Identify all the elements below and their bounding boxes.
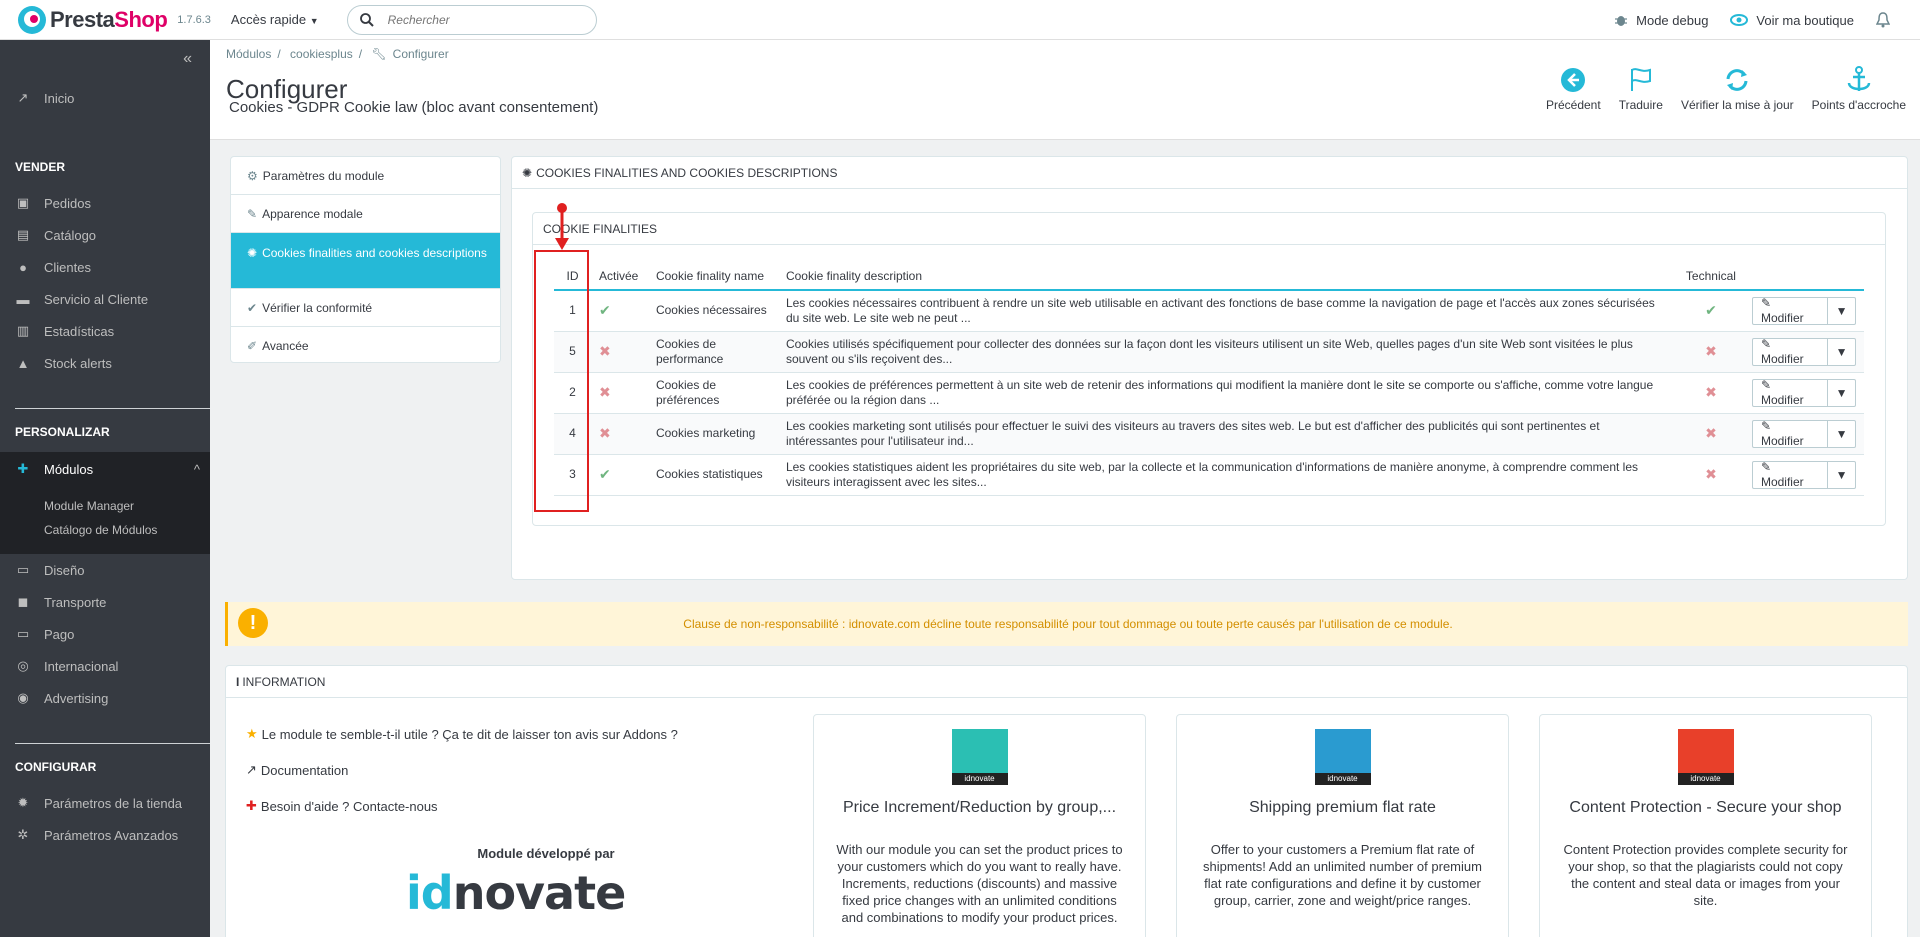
translate-button[interactable]: Traduire	[1619, 62, 1663, 112]
bug-icon	[1614, 13, 1628, 27]
section-configure: CONFIGURAR	[15, 760, 97, 774]
breadcrumb-configure: Configurer	[392, 47, 449, 61]
modify-button[interactable]: ✎ Modifier ▼	[1752, 297, 1856, 325]
sidebar-subitem-module-manager[interactable]: Module Manager	[44, 499, 135, 513]
row-id: 4	[554, 413, 591, 454]
cross-icon[interactable]: ✖	[591, 331, 648, 372]
credit-card-icon: ▭	[16, 626, 30, 641]
caret-down-icon[interactable]: ▼	[1827, 298, 1855, 324]
col-name[interactable]: Cookie finality name	[648, 262, 778, 290]
chart-icon: ▥	[16, 323, 30, 338]
row-name: Cookies de performance	[648, 331, 778, 372]
settings-box-icon: ✲	[17, 827, 29, 842]
modify-button[interactable]: ✎ Modifier ▼	[1752, 420, 1856, 448]
table-row	[554, 372, 1864, 413]
row-actions	[1744, 290, 1864, 331]
row-actions	[1744, 372, 1864, 413]
alert-icon: ▲	[16, 355, 30, 371]
sidebar-item-shop-parameters[interactable]: ✹ Parámetros de la tienda	[0, 788, 210, 818]
cookie-icon: ✺	[247, 246, 258, 260]
documentation-link[interactable]: ↗ Documentation	[246, 762, 349, 778]
sidebar-item-orders[interactable]: ▣ Pedidos	[16, 195, 91, 211]
modify-button[interactable]: ✎ Modifier ▼	[1752, 379, 1856, 407]
table-row	[554, 413, 1864, 454]
check-icon[interactable]: ✔	[591, 454, 648, 495]
caret-down-icon[interactable]: ▼	[1827, 462, 1855, 488]
prestashop-logo-icon	[18, 6, 46, 34]
inner-heading: COOKIE FINALITIES	[533, 213, 1885, 245]
cookies-finalities-panel	[511, 156, 1908, 580]
breadcrumb-cookiesplus[interactable]: cookiesplus	[290, 47, 353, 61]
table-row	[554, 454, 1864, 495]
cross-icon[interactable]: ✖	[591, 413, 648, 454]
row-name: Cookies statistiques	[648, 454, 778, 495]
modify-button[interactable]: ✎ Modifier ▼	[1752, 338, 1856, 366]
caret-down-icon[interactable]: ▼	[1827, 339, 1855, 365]
puzzle-icon: ✚	[17, 461, 29, 476]
flag-icon	[1628, 67, 1654, 93]
contact-support-link[interactable]: ✚ Besoin d'aide ? Contacte-nous	[246, 798, 438, 814]
pencil-icon: ✎	[1760, 296, 1772, 311]
row-description: Les cookies statistiques aident les propriétaires du site web, par la collecte et la communication d'informations de manière anonyme, à comprendre comment les visiteurs interagissent avec les sites...	[778, 454, 1678, 495]
cross-icon: ✖	[1678, 454, 1744, 495]
row-id: 3	[554, 454, 591, 495]
sidebar-item-advertising[interactable]: ◉ Advertising	[0, 683, 210, 713]
row-actions	[1744, 454, 1864, 495]
page-header	[210, 40, 1920, 140]
search-box	[347, 5, 597, 35]
truck-icon: ◼	[17, 594, 29, 609]
tab-modal-appearance[interactable]: ✎ Apparence modale	[231, 195, 500, 233]
check-icon[interactable]: ✔	[591, 290, 648, 331]
information-panel	[225, 665, 1908, 937]
caret-down-icon: ▼	[309, 16, 319, 26]
cross-icon: ✖	[1678, 372, 1744, 413]
sidebar-divider	[15, 408, 210, 409]
exclamation-icon: !	[238, 608, 268, 638]
col-active[interactable]: Activée	[591, 262, 648, 290]
debug-mode-link[interactable]: Mode debug	[1614, 13, 1708, 28]
hooks-button[interactable]: Points d'accroche	[1812, 62, 1906, 112]
pencil-icon: ✎	[1760, 419, 1772, 433]
search-icon	[360, 13, 374, 27]
row-description: Les cookies nécessaires contribuent à rendre un site web utilisable en activant des fonctions de base comme la navigation de page et l'accès aux zones sécurisées du site web. Le site web ne peut ...	[778, 290, 1678, 331]
table-row	[554, 331, 1864, 372]
prestashop-logo[interactable]: PrestaShop	[18, 6, 167, 34]
chat-icon: ▬	[16, 291, 30, 307]
sidebar-item-stock-alerts[interactable]: ▲ Stock alerts	[16, 355, 112, 371]
cross-icon: ✖	[1678, 413, 1744, 454]
product-card[interactable]: idnovate Shipping premium flat rate Offer to your customers a Premium flat rate of shipments! Add an unlimited number of premium flat rate configurations and define it by customer group, carrier, zone and weight/price ranges.	[1176, 714, 1509, 937]
top-header	[0, 0, 1920, 40]
sidebar-item-statistics[interactable]: ▥ Estadísticas	[16, 323, 115, 339]
truck-module-icon: idnovate	[1315, 729, 1371, 785]
sidebar-item-design[interactable]: ▭ Diseño	[16, 562, 85, 578]
sidebar-item-catalog[interactable]: ▤ Catálogo	[16, 227, 97, 243]
finalities-table	[554, 262, 1864, 496]
col-technical[interactable]: Technical	[1678, 262, 1744, 290]
product-card[interactable]: idnovate Content Protection - Secure your shop Content Protection provides complete security for your shop, so that the plagiarists could not copy the content and steal data or images from your site.	[1539, 714, 1872, 937]
anchor-icon	[1846, 66, 1872, 94]
row-id: 2	[554, 372, 591, 413]
row-description: Cookies utilisés spécifiquement pour collecter des données sur la façon dont les visiteurs utilisent un site Web, quelles pages d'un site Web sont visitées le plus souvent ou s'ils reçoivent des...	[778, 331, 1678, 372]
section-personalize: PERSONALIZAR	[15, 425, 110, 439]
information-heading: I INFORMATION	[226, 666, 1907, 698]
bell-icon	[1876, 12, 1890, 28]
page-title: Configurer	[226, 74, 348, 104]
refresh-icon	[1724, 67, 1750, 93]
check-update-button[interactable]: Vérifier la mise à jour	[1681, 62, 1794, 112]
user-icon: ●	[19, 259, 27, 275]
row-name: Cookies nécessaires	[648, 290, 778, 331]
row-id: 1	[554, 290, 591, 331]
monitor-icon: ▭	[16, 562, 30, 577]
check-icon: ✔	[1678, 290, 1744, 331]
search-input[interactable]	[388, 13, 568, 27]
tab-advanced[interactable]: ✐ Avancée	[247, 339, 309, 353]
sidebar-item-payment[interactable]: ▭ Pago	[16, 626, 75, 642]
globe-icon: ◎	[17, 658, 29, 673]
disclaimer-alert	[225, 602, 1908, 646]
annotation-highlight-box	[534, 250, 589, 512]
row-actions	[1744, 331, 1864, 372]
col-actions	[1744, 262, 1864, 290]
annotation-arrow-icon	[552, 202, 572, 252]
chevron-up-icon: ^	[193, 461, 200, 477]
product-card[interactable]: idnovate Price Increment/Reduction by group,... With our module you can set the product prices to your customers which do you want to really have. Increments, reductions (discounts) and massive fixed price changes with an unlimited conditions and combinations to modify your product prices.	[813, 714, 1146, 937]
cross-icon: ✖	[1678, 331, 1744, 372]
lock-module-icon: idnovate	[1678, 729, 1734, 785]
sidebar-item-customers[interactable]: ● Clientes	[0, 252, 210, 282]
tab-check-compliance[interactable]: ✔ Vérifier la conformité	[231, 289, 500, 327]
target-icon: ◉	[17, 690, 29, 705]
row-id: 5	[554, 331, 591, 372]
gears-icon: ⚙	[247, 168, 258, 183]
section-sell: VENDER	[15, 160, 66, 174]
row-description: Les cookies de préférences permettent à un site web de retenir des informations qui modifient la manière dont le site se comporte ou s'affiche, comme votre langue préférée ou la région dans ...	[778, 372, 1678, 413]
pencil-icon: ✎	[1760, 378, 1772, 392]
collapse-sidebar-icon[interactable]: «	[183, 50, 192, 67]
cookie-finalities-list	[532, 212, 1886, 526]
version-label: 1.7.6.3	[177, 13, 211, 26]
sidebar-subitem-module-catalog[interactable]: Catálogo de Módulos	[44, 523, 158, 537]
price-module-icon: idnovate	[952, 729, 1008, 785]
tab-cookies-finalities[interactable]: ✺ Cookies finalities and cookies descriptions	[231, 233, 500, 289]
cookie-icon: ✺	[522, 165, 533, 180]
modify-button[interactable]: ✎ Modifier ▼	[1752, 461, 1856, 489]
panel-heading: ✺ COOKIES FINALITIES AND COOKIES DESCRIPTIONS	[512, 157, 1907, 189]
sidebar	[0, 40, 210, 937]
breadcrumb: Módulos / cookiesplus / 🔧︎ Configurer	[226, 47, 449, 61]
caret-down-icon[interactable]: ▼	[1827, 380, 1855, 406]
pencil-icon: ✎	[1760, 460, 1772, 474]
sidebar-item-customer-service[interactable]: ▬ Servicio al Cliente	[16, 291, 149, 307]
eye-icon	[1730, 14, 1748, 26]
view-shop-link[interactable]: Voir ma boutique	[1730, 13, 1854, 28]
toolbar	[1542, 62, 1920, 112]
row-description: Les cookies marketing sont utilisés pour effectuer le suivi des visiteurs au travers des sites web. Le but est d'afficher des publicités qui sont pertinentes et intéressantes pour l'utilisateur ind...	[778, 413, 1678, 454]
cross-icon[interactable]: ✖	[591, 372, 648, 413]
idnovate-logo[interactable]: idnovate	[406, 866, 626, 920]
sidebar-item-shipping[interactable]: ◼ Transporte	[0, 587, 210, 617]
store-icon: ▤	[16, 227, 30, 242]
row-name: Cookies marketing	[648, 413, 778, 454]
magic-wand-icon: ✐	[247, 339, 258, 353]
breadcrumb-modules[interactable]: Módulos	[226, 47, 272, 61]
sidebar-divider	[15, 743, 210, 744]
disclaimer-text: Clause de non-responsabilité : idnovate.com décline toute responsabilité pour tout dommage ou toute perte causés par l'utilisation de ce module.	[683, 617, 1453, 631]
table-row	[554, 290, 1864, 331]
sidebar-item-home[interactable]: ↗ Inicio	[0, 83, 210, 113]
star-icon: ★	[246, 726, 258, 741]
arrow-left-circle-icon	[1560, 67, 1586, 93]
gear-icon: ✹	[17, 795, 29, 810]
pencil-icon: ✎	[247, 206, 258, 221]
info-icon: I	[236, 674, 240, 689]
col-description[interactable]: Cookie finality description	[778, 262, 1678, 290]
trending-icon: ↗	[17, 90, 29, 105]
sidebar-item-advanced-parameters[interactable]: ✲ Parámetros Avanzados	[0, 820, 210, 850]
page-subtitle: Cookies - GDPR Cookie law (bloc avant consentement)	[229, 99, 599, 116]
notifications-button[interactable]	[1876, 12, 1898, 28]
pencil-icon: ✎	[1760, 337, 1772, 351]
col-id[interactable]: ID	[554, 262, 591, 290]
row-name: Cookies de préférences	[648, 372, 778, 413]
developed-by-label: Module développé par	[477, 846, 615, 861]
tab-module-parameters[interactable]: ⚙ Paramètres du module	[231, 157, 500, 195]
module-tabs	[230, 156, 501, 363]
sidebar-item-modules[interactable]: ✚ Módulos ^	[0, 452, 210, 486]
back-button[interactable]: Précédent	[1546, 62, 1601, 112]
quick-access-dropdown[interactable]: Accès rapide ▼	[230, 12, 319, 27]
rate-addons-link[interactable]: ★ Le module te semble-t-il utile ? Ça te dit de laisser ton avis sur Addons ?	[246, 726, 678, 742]
medkit-icon: ✚	[246, 798, 257, 813]
sidebar-item-international[interactable]: ◎ Internacional	[0, 651, 210, 681]
modules-submenu	[0, 486, 210, 554]
row-actions	[1744, 413, 1864, 454]
wrench-icon: 🔧︎	[371, 47, 387, 61]
external-link-icon: ↗	[246, 762, 257, 777]
caret-down-icon[interactable]: ▼	[1827, 421, 1855, 447]
check-icon: ✔	[247, 300, 258, 315]
cart-icon: ▣	[16, 195, 30, 210]
